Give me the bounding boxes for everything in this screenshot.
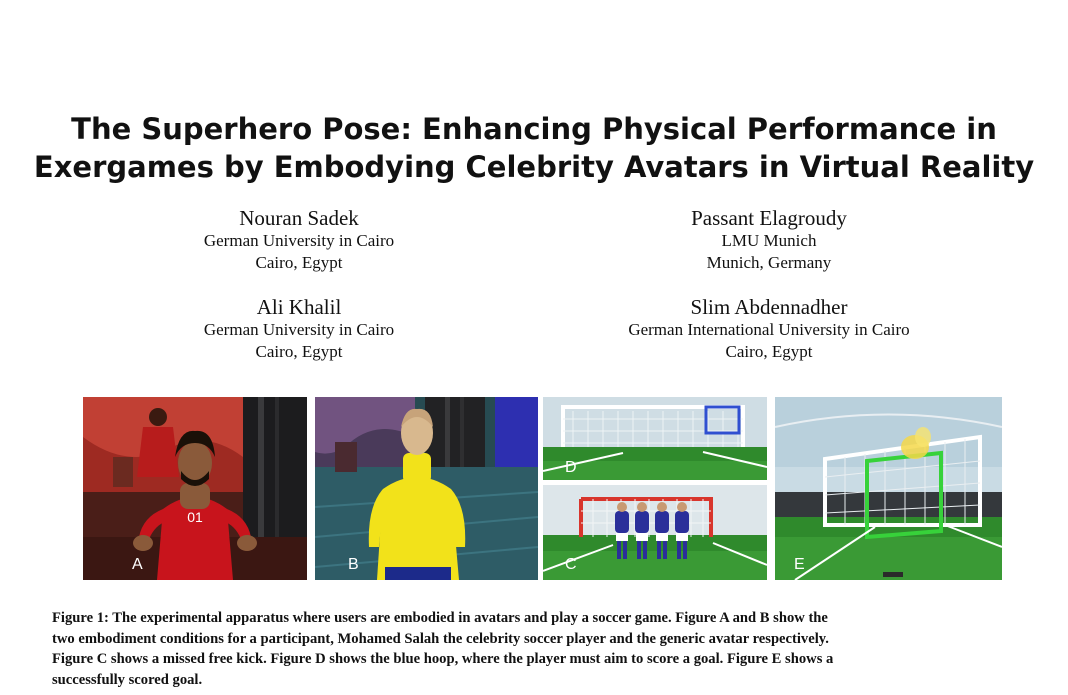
caption-line: successfully scored goal. bbox=[52, 671, 203, 688]
jersey-number: 01 bbox=[187, 509, 203, 525]
panel-label-d: D bbox=[565, 459, 577, 476]
caption-line: Figure 1: The experimental apparatus where users are embodied in avatars and play a soccer game. Figure A and B show the bbox=[52, 610, 828, 626]
panel-label-a: A bbox=[132, 556, 143, 573]
author-affiliation: German University in Cairo bbox=[203, 231, 395, 250]
author-affiliation: German University in Cairo bbox=[203, 320, 395, 339]
panel-e-scene bbox=[775, 397, 1002, 580]
figure-panel-c bbox=[543, 485, 767, 580]
paper-title bbox=[0, 110, 1068, 186]
title-line-1: The Superhero Pose: Enhancing Physical Performance in bbox=[71, 112, 997, 146]
author-block bbox=[579, 206, 959, 274]
caption-line: Figure C shows a missed free kick. Figure D shows the blue hoop, where the player must aim to score a goal. Figure E shows a bbox=[52, 651, 834, 668]
author-location: Munich, Germany bbox=[706, 253, 832, 272]
figure-panel-e bbox=[775, 397, 1002, 580]
panel-label-e: E bbox=[794, 556, 805, 573]
author-block bbox=[109, 295, 489, 363]
author-name: Ali Khalil bbox=[256, 295, 342, 319]
author-location: Cairo, Egypt bbox=[255, 253, 343, 272]
figure-panel-b bbox=[315, 397, 538, 580]
author-name: Passant Elagroudy bbox=[691, 206, 847, 230]
figure-panel-d bbox=[543, 397, 767, 480]
figure-panel-a bbox=[83, 397, 307, 580]
author-location: Cairo, Egypt bbox=[255, 342, 343, 361]
author-location: Cairo, Egypt bbox=[725, 342, 813, 361]
caption-line: two embodiment conditions for a participant, Mohamed Salah the celebrity soccer player and the generic avatar respectively. bbox=[52, 630, 829, 647]
author-affiliation: LMU Munich bbox=[721, 231, 817, 250]
panel-label-b: B bbox=[348, 556, 359, 573]
title-line-2: Exergames by Embodying Celebrity Avatars in Virtual Reality bbox=[33, 150, 1035, 184]
panel-a-scene bbox=[83, 397, 307, 580]
author-name: Nouran Sadek bbox=[239, 206, 359, 230]
author-affiliation: German International University in Cairo bbox=[628, 320, 910, 339]
panel-label-c: C bbox=[565, 556, 577, 573]
panel-c-scene bbox=[543, 485, 767, 580]
panel-d-scene bbox=[543, 397, 767, 480]
author-block bbox=[579, 295, 959, 363]
author-name: Slim Abdennadher bbox=[690, 295, 848, 319]
figure-caption bbox=[52, 608, 1027, 690]
author-block bbox=[109, 206, 489, 274]
panel-b-scene bbox=[315, 397, 538, 580]
